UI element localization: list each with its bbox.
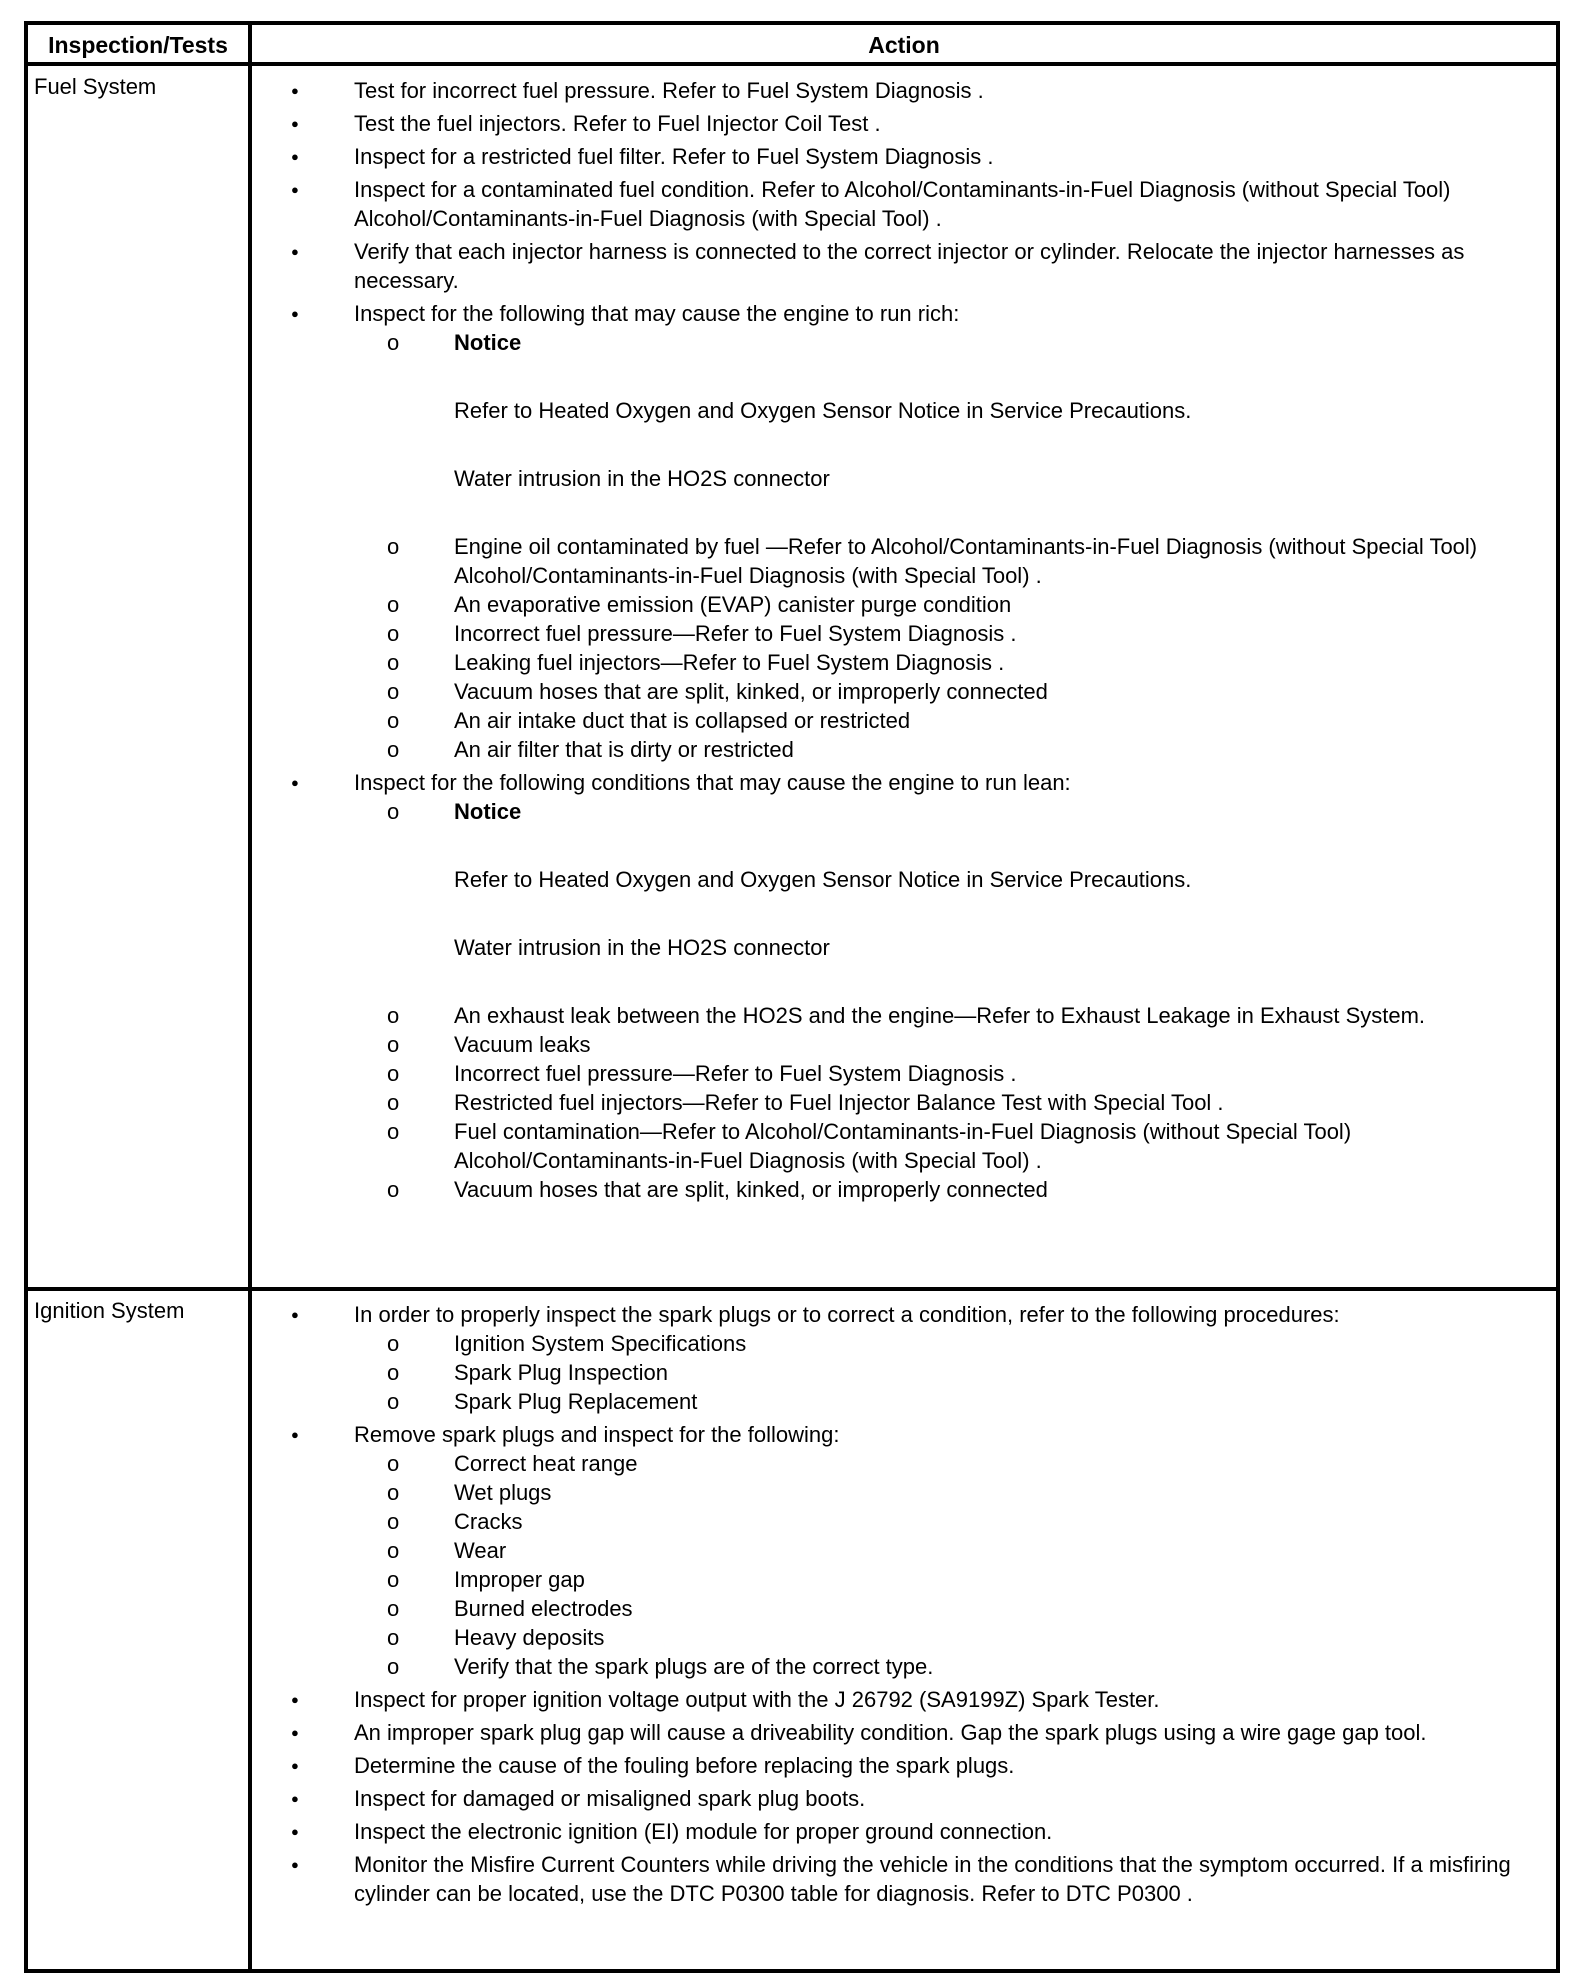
sub-list-item: o Incorrect fuel pressure—Refer to Fuel System Diagnosis . [258,1059,1548,1088]
sub-list-item: o Improper gap [258,1565,1548,1594]
list-item: ● Test for incorrect fuel pressure. Refer to Fuel System Diagnosis . [258,76,1548,105]
list-item: ● Inspect for damaged or misaligned spark plug boots. [258,1784,1548,1813]
list-item: ● Inspect for a restricted fuel filter. Refer to Fuel System Diagnosis . [258,142,1548,171]
list-item-text: Remove spark plugs and inspect for the following: [354,1422,840,1447]
sub-list-item: o An air intake duct that is collapsed or restricted [258,706,1548,735]
sub-list-item: o Spark Plug Inspection [258,1358,1548,1387]
sub-list-item: o Wear [258,1536,1548,1565]
sub-list-item: o Fuel contamination—Refer to Alcohol/Contaminants-in-Fuel Diagnosis (without Special Tool) Alcohol/Contaminants-in-Fuel Diagnosis (with Special Tool) . [258,1117,1548,1175]
notice-text: Water intrusion in the HO2S connector [454,935,830,960]
sub-list-item: o An exhaust leak between the HO2S and the engine—Refer to Exhaust Leakage in Exhaust System. [258,1001,1548,1030]
list-item-text: Inspect for the following conditions that may cause the engine to run lean: [354,770,1071,795]
notice-title: Notice [454,330,522,355]
sub-list-item: o Spark Plug Replacement [258,1387,1548,1416]
list-item: ● Verify that each injector harness is connected to the correct injector or cylinder. Relocate the injector harnesses as necessary. [258,237,1548,295]
row-label-ignition-system: Ignition System [34,1298,185,1323]
row-label-fuel-system: Fuel System [34,74,157,99]
list-item: ● Monitor the Misfire Current Counters while driving the vehicle in the conditions that the symptom occurred. If a misfiring cylinder can be located, use the DTC P0300 table for diagnosis. Refer to DTC P0300 . [258,1850,1548,1908]
sub-list-item: o Burned electrodes [258,1594,1548,1623]
notice-block [258,328,1548,493]
list-item: ● An improper spark plug gap will cause a driveability condition. Gap the spark plugs using a wire gage gap tool. [258,1718,1548,1747]
sub-list-item: o Restricted fuel injectors—Refer to Fuel Injector Balance Test with Special Tool . [258,1088,1548,1117]
list-item: ● Inspect for proper ignition voltage output with the J 26792 (SA9199Z) Spark Tester. [258,1685,1548,1714]
notice-text: Refer to Heated Oxygen and Oxygen Sensor Notice in Service Precautions. [454,867,1192,892]
sub-list-item: o Ignition System Specifications [258,1329,1548,1358]
notice-text: Water intrusion in the HO2S connector [454,466,830,491]
sub-list-item: o An air filter that is dirty or restricted [258,735,1548,764]
sub-list-item: o Incorrect fuel pressure—Refer to Fuel System Diagnosis . [258,619,1548,648]
sub-list-item: o Leaking fuel injectors—Refer to Fuel System Diagnosis . [258,648,1548,677]
sub-list-item: o Heavy deposits [258,1623,1548,1652]
ignition-system-actions [258,1300,1548,1908]
sub-list-item: o Engine oil contaminated by fuel —Refer to Alcohol/Contaminants-in-Fuel Diagnosis (without Special Tool) Alcohol/Contaminants-in-Fuel Diagnosis (with Special Tool) . [258,532,1548,590]
list-item-text: Inspect for the following that may cause the engine to run rich: [354,301,960,326]
notice-block [258,797,1548,962]
list-item-text: In order to properly inspect the spark plugs or to correct a condition, refer to the following procedures: [354,1302,1340,1327]
sub-list-item: o Vacuum leaks [258,1030,1548,1059]
column-divider [248,25,252,1969]
row-divider [28,1287,1556,1291]
notice-title: Notice [454,799,522,824]
fuel-system-actions [258,76,1548,1204]
sub-list-item: o Vacuum hoses that are split, kinked, or improperly connected [258,1175,1548,1204]
header-action: Action [868,32,940,58]
list-item: ● Inspect the electronic ignition (EI) module for proper ground connection. [258,1817,1548,1846]
inspection-table [24,21,1560,1973]
list-item: ● Inspect for a contaminated fuel condition. Refer to Alcohol/Contaminants-in-Fuel Diagnosis (without Special Tool) Alcohol/Contaminants-in-Fuel Diagnosis (with Special Tool) . [258,175,1548,233]
list-item: ● Test the fuel injectors. Refer to Fuel Injector Coil Test . [258,109,1548,138]
list-item [258,1420,1548,1681]
header-inspection-tests: Inspection/Tests [48,32,228,58]
sub-list-item: o Verify that the spark plugs are of the correct type. [258,1652,1548,1681]
notice-text: Refer to Heated Oxygen and Oxygen Sensor Notice in Service Precautions. [454,398,1192,423]
sub-list-item: o An evaporative emission (EVAP) canister purge condition [258,590,1548,619]
list-item [258,299,1548,764]
list-item [258,768,1548,1204]
sub-list-item: o Cracks [258,1507,1548,1536]
list-item: ● Determine the cause of the fouling before replacing the spark plugs. [258,1751,1548,1780]
sub-list-item: o Vacuum hoses that are split, kinked, or improperly connected [258,677,1548,706]
sub-list-item: o Wet plugs [258,1478,1548,1507]
sub-list-item: o Correct heat range [258,1449,1548,1478]
list-item [258,1300,1548,1416]
